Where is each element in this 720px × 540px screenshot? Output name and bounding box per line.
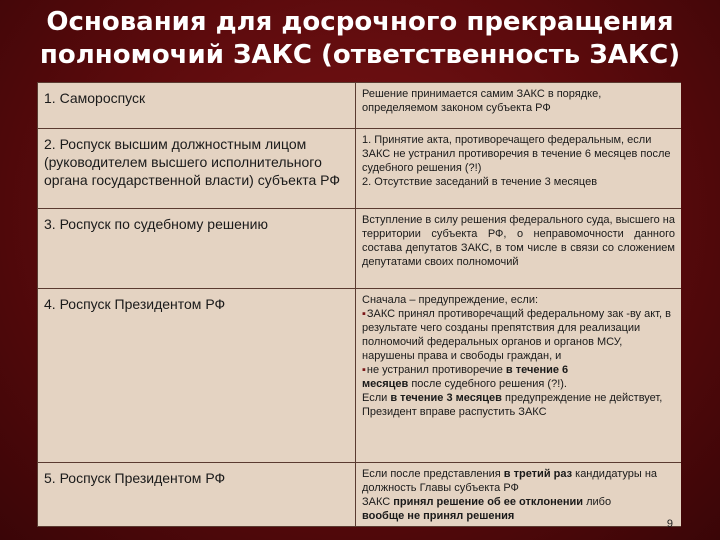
page-number: 9 [666, 518, 673, 530]
bullet-item [362, 307, 675, 363]
details-text [362, 495, 675, 509]
details-text-part: предупреждение не действует, Президент вправе распустить ЗАКС [362, 392, 663, 418]
details-text-part: Если после представления [362, 468, 504, 480]
table-row [38, 209, 682, 289]
details-text: 1. Принятие акта, противоречащего федеральным, если ЗАКС не устранил противоречия в течение 6 месяцев после судебного решения (?!) [362, 134, 671, 174]
details-text-part: либо [583, 496, 612, 508]
grounds-table-container [37, 82, 681, 540]
bold-text: принял решение об ее отклонении [393, 496, 584, 508]
details-cell [356, 463, 682, 527]
ground-cell: 5. Роспуск Президентом РФ [38, 463, 356, 527]
details-cell [356, 83, 682, 129]
bold-text: в третий раз [503, 468, 573, 480]
details-text [362, 509, 675, 523]
details-cell [356, 129, 682, 209]
bold-text: вообще не принял решения [362, 510, 515, 522]
bold-text: месяцев [362, 378, 409, 390]
bold-text: в течение 3 месяцев [390, 392, 502, 404]
bold-text: в течение 6 [505, 364, 569, 376]
details-text-part: Если [362, 392, 391, 404]
slide-title [0, 6, 720, 72]
details-text [362, 467, 675, 495]
ground-cell: 1. Самороспуск [38, 83, 356, 129]
bullet-item [362, 363, 675, 391]
details-cell [356, 289, 682, 463]
slide-title-line-2: полномочий ЗАКС (ответственность ЗАКС) [39, 40, 681, 70]
slide-title-line-1: Основания для досрочного прекращения [46, 7, 674, 37]
ground-cell: 2. Роспуск высшим должностным лицом (руководителем высшего исполнительного органа государственной власти) субъекта РФ [38, 129, 356, 209]
details-text: Сначала – предупреждение, если: [362, 294, 539, 306]
details-text: Вступление в силу решения федерального суда, высшего на территории субъекта РФ, о неправомочности данного состава депутатов ЗАКС, в том числе в связи со сложением депутатами своих полномочий [362, 214, 675, 268]
bullet-text: после судебного решения (?!). [408, 378, 567, 390]
details-text-part: кандидатуры на должность Главы субъекта РФ [362, 468, 658, 494]
details-text: Решение принимается самим ЗАКС в порядке, определяемом законом субъекта РФ [362, 88, 602, 114]
table-row [38, 83, 682, 129]
ground-cell: 3. Роспуск по судебному решению [38, 209, 356, 289]
ground-cell: 4. Роспуск Президентом РФ [38, 289, 356, 463]
bullet-text: ЗАКС принял противоречащий федеральному зак -ву акт, в результате чего созданы препятствия для реализации полномочий федеральных органов и органов МСУ, нарушены права и свободы граждан, и [362, 308, 671, 362]
bullet-text: не устранил противоречие [366, 364, 506, 376]
table-row [38, 463, 682, 527]
table-row [38, 129, 682, 209]
details-text: 2. Отсутствие заседаний в течение 3 месяцев [362, 176, 598, 188]
details-cell [356, 209, 682, 289]
table-row [38, 289, 682, 463]
details-text-part: ЗАКС [362, 496, 394, 508]
grounds-table [37, 82, 681, 527]
details-text [362, 391, 675, 419]
